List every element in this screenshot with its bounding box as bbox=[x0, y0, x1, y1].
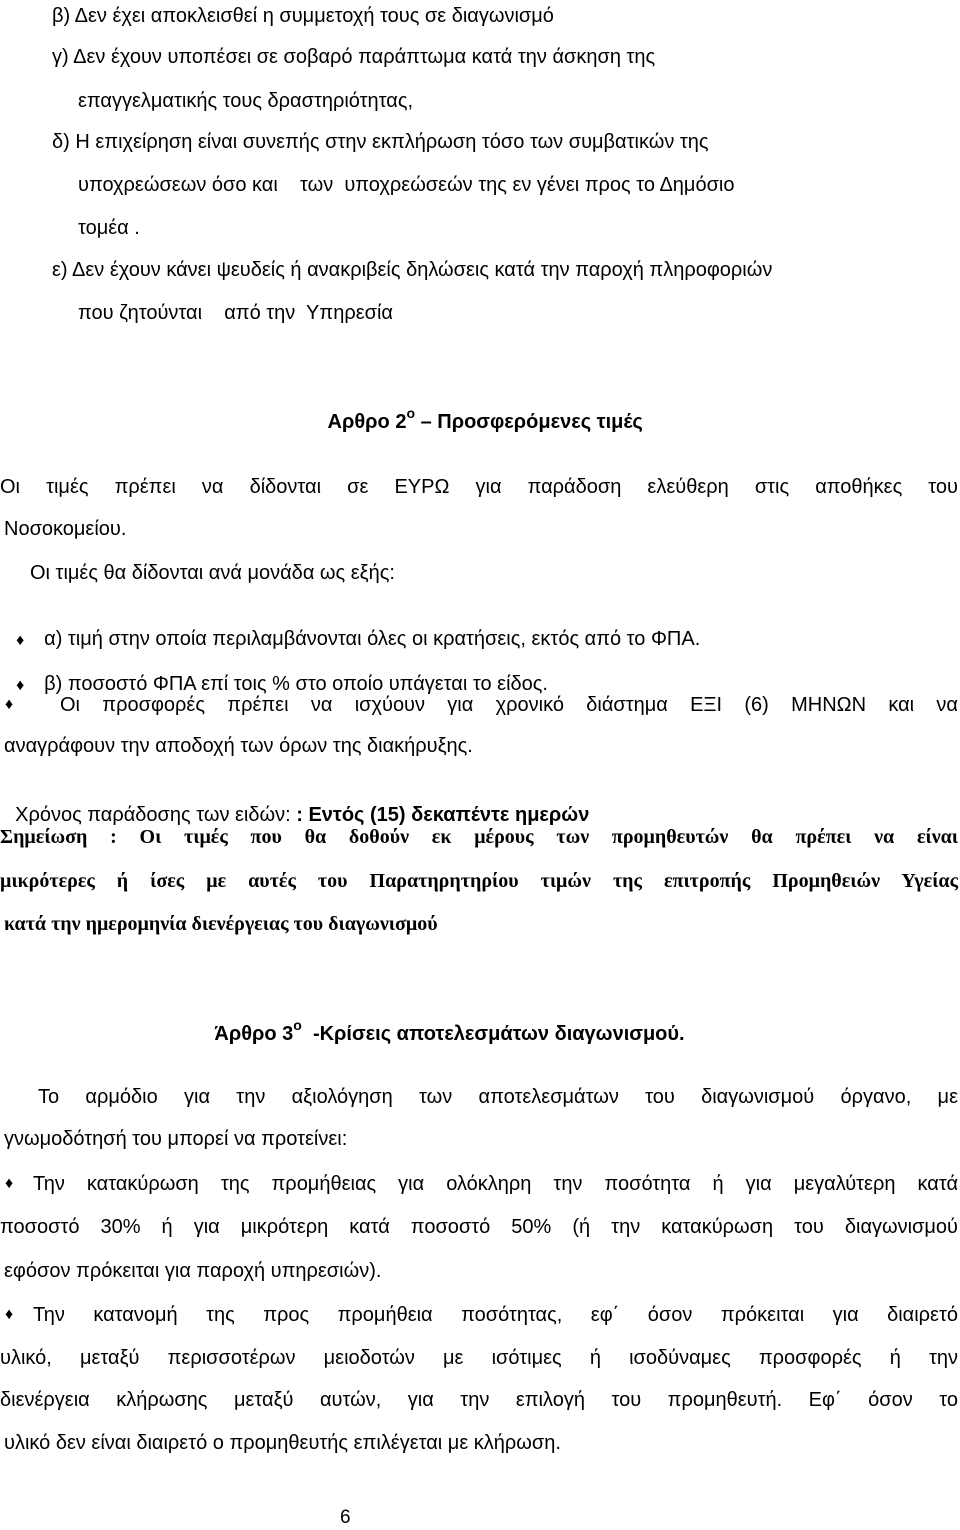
article-2-heading-prefix: Αρθρο 2 bbox=[327, 411, 407, 433]
delivery-time bbox=[4, 779, 589, 827]
list-item-e-line2: που ζητούνται από την Υπηρεσία bbox=[78, 302, 393, 324]
article-2-paragraph-line1: Οι τιμές πρέπει να δίδονται σε ΕΥΡΩ για παράδοση ελεύθερη στις αποθήκες του bbox=[0, 476, 958, 498]
article-3-heading bbox=[204, 998, 685, 1046]
diamond-bullet-icon: ♦ bbox=[16, 677, 25, 694]
article-3-heading-title: -Κρίσεις αποτελεσμάτων διαγωνισμού. bbox=[301, 1023, 685, 1045]
article-2-heading-title: – Προσφερόμενες τιμές bbox=[415, 411, 643, 433]
article-2-heading bbox=[0, 386, 960, 434]
list-item-b: β) Δεν έχει αποκλεισθεί η συμμετοχή τους σε διαγωνισμό bbox=[52, 5, 554, 27]
article-3-bullet-1-line3: εφόσον πρόκειται για παροχή υπηρεσιών). bbox=[4, 1260, 382, 1282]
bullet-1-text-line1: Την κατακύρωση της προμήθειας για ολόκληρη την ποσότητα ή για μεγαλύτερη κατά bbox=[33, 1173, 958, 1195]
list-item-d-line2: υποχρεώσεων όσο και των υποχρεώσεών της εν γένει προς το Δημόσιο bbox=[78, 174, 735, 196]
article-3-bullet-2-line1 bbox=[5, 1303, 958, 1327]
list-item-c-line1: γ) Δεν έχουν υποπέσει σε σοβαρό παράπτωμα κατά την άσκηση της bbox=[52, 46, 656, 68]
article-2-paragraph-line2: Νοσοκομείου. bbox=[4, 518, 127, 540]
article-2-bullet-a bbox=[5, 603, 700, 653]
note-line1: Σημείωση : Οι τιμές που θα δοθούν εκ μέρους των προμηθευτών θα πρέπει να είναι bbox=[0, 826, 958, 848]
delivery-time-label: Χρόνος παράδοσης των ειδών: bbox=[15, 804, 297, 826]
article-2-bullet-b bbox=[5, 648, 548, 698]
article-2-heading-superscript: ο bbox=[406, 405, 416, 422]
article-3-heading-superscript: ο bbox=[293, 1017, 302, 1034]
list-item-d-line1: δ) Η επιχείρηση είναι συνεπής στην εκπλήρωση τόσο των συμβατικών της bbox=[52, 131, 709, 153]
article-3-bullet-1-line2: ποσοστό 30% ή για μικρότερη κατά ποσοστό 50% (ή την κατακύρωση του διαγωνισμού bbox=[0, 1216, 958, 1238]
bullet-a-text: α) τιμή στην οποία περιλαμβάνονται όλες οι κρατήσεις, εκτός από το ΦΠΑ. bbox=[44, 628, 701, 650]
article-3-bullet-2-line3: διενέργεια κλήρωσης μεταξύ αυτών, για την επιλογή του προμηθευτή. Εφ΄ όσον το bbox=[0, 1389, 958, 1411]
page-number: 6 bbox=[340, 1507, 351, 1528]
article-3-bullet-2-line4: υλικό δεν είναι διαιρετό ο προμηθευτής επιλέγεται με κλήρωση. bbox=[4, 1432, 561, 1454]
diamond-bullet-icon: ♦ bbox=[5, 1306, 14, 1323]
bullet-c-text-line1: Οι προσφορές πρέπει να ισχύουν για χρονικό διάστημα ΕΞΙ (6) ΜΗΝΩΝ και να bbox=[60, 694, 958, 716]
list-item-e-line1: ε) Δεν έχουν κάνει ψευδείς ή ανακριβείς δηλώσεις κατά την παροχή πληροφοριών bbox=[52, 259, 773, 281]
article-3-bullet-1-line1 bbox=[5, 1172, 958, 1196]
diamond-bullet-icon: ♦ bbox=[5, 1175, 14, 1192]
bullet-b-text: β) ποσοστό ΦΠΑ επί τοις % στο οποίο υπάγεται το είδος. bbox=[44, 673, 548, 695]
article-3-heading-prefix: Άρθρο 3 bbox=[214, 1023, 294, 1045]
article-3-paragraph-line2: γνωμοδότησή του μπορεί να προτείνει: bbox=[4, 1128, 348, 1150]
diamond-bullet-icon: ♦ bbox=[5, 696, 14, 713]
article-2-bullet-c bbox=[5, 693, 958, 717]
list-item-c-line2: επαγγελματικής τους δραστηριότητας, bbox=[78, 90, 414, 112]
note-line2: μικρότερες ή ίσες με αυτές του Παρατηρητηρίου τιμών της επιτροπής Προμηθειών Υγείας bbox=[0, 870, 958, 892]
article-3-bullet-2-line2: υλικό, μεταξύ περισσοτέρων μειοδοτών με ισότιμες ή ισοδύναμες προσφορές ή την bbox=[0, 1347, 958, 1369]
diamond-bullet-icon: ♦ bbox=[16, 632, 25, 649]
article-2-prices-intro: Οι τιμές θα δίδονται ανά μονάδα ως εξής: bbox=[30, 562, 395, 584]
article-3-paragraph-line1: Το αρμόδιο για την αξιολόγηση των αποτελεσμάτων του διαγωνισμού όργανο, με bbox=[38, 1086, 958, 1108]
delivery-time-value: : Εντός (15) δεκαπέντε ημερών bbox=[296, 804, 590, 826]
note-line3: κατά την ημερομηνία διενέργειας του διαγωνισμού bbox=[4, 913, 438, 935]
list-item-d-line3: τομέα . bbox=[78, 217, 140, 239]
bullet-2-text-line1: Την κατανομή της προς προμήθεια ποσότητας, εφ΄ όσον πρόκειται για διαιρετό bbox=[33, 1304, 958, 1326]
article-2-bullet-c-line2: αναγράφουν την αποδοχή των όρων της διακήρυξης. bbox=[4, 735, 473, 757]
